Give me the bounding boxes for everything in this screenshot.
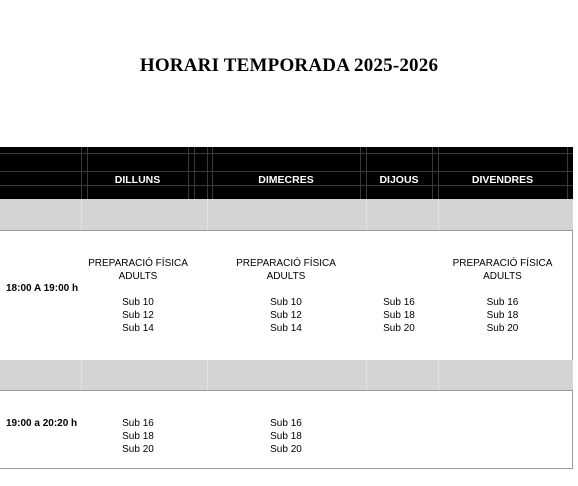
day-header-divendres: DIVENDRES xyxy=(471,174,534,186)
row-border xyxy=(572,390,573,468)
group-label: Sub 10 xyxy=(270,297,302,308)
time-slot-1: 18:00 A 19:00 h xyxy=(6,283,79,294)
row-border xyxy=(572,230,573,360)
day-header-dilluns: DILLUNS xyxy=(114,174,161,186)
group-label: Sub 16 xyxy=(383,297,415,308)
activity-label: PREPARACIÓ FÍSICA xyxy=(88,258,188,269)
group-label: Sub 10 xyxy=(122,297,154,308)
cell-dijous-1 xyxy=(366,296,432,335)
header-rule xyxy=(0,153,573,154)
group-label: Sub 20 xyxy=(383,323,415,334)
row-border xyxy=(0,390,573,391)
group-label: Sub 18 xyxy=(383,310,415,321)
group-label: Sub 16 xyxy=(122,418,154,429)
header-divider xyxy=(360,147,361,199)
cell-divendres-1 xyxy=(438,257,567,335)
time-slot-2: 19:00 a 20:20 h xyxy=(6,418,78,429)
page-title: HORARI TEMPORADA 2025-2026 xyxy=(139,55,439,76)
activity-label: PREPARACIÓ FÍSICA xyxy=(452,258,553,269)
group-label: Sub 16 xyxy=(270,418,302,429)
header-divider xyxy=(87,147,88,199)
cell-dimecres-1 xyxy=(212,257,360,335)
spacer-row xyxy=(0,199,573,230)
activity-label: PREPARACIÓ FÍSICA xyxy=(236,258,336,269)
group-label: Sub 16 xyxy=(486,297,519,308)
group-label: Sub 14 xyxy=(122,323,154,334)
header-divider xyxy=(438,147,439,199)
row-border xyxy=(0,230,573,231)
spacer-row xyxy=(0,360,573,390)
header-divider xyxy=(567,147,568,199)
activity-label: ADULTS xyxy=(118,271,158,282)
group-label: Sub 18 xyxy=(122,431,154,442)
group-label: Sub 12 xyxy=(122,310,154,321)
row-border xyxy=(0,468,573,469)
cell-dilluns-1 xyxy=(82,257,194,335)
group-label: Sub 18 xyxy=(270,431,302,442)
activity-label: ADULTS xyxy=(483,271,522,282)
cell-dilluns-2 xyxy=(82,417,194,456)
cell-dimecres-2 xyxy=(212,417,360,456)
group-label: Sub 20 xyxy=(486,323,519,334)
group-label: Sub 20 xyxy=(122,444,154,455)
header-divider xyxy=(194,147,195,199)
group-label: Sub 20 xyxy=(270,444,302,455)
header-divider xyxy=(81,147,82,199)
group-label: Sub 14 xyxy=(270,323,302,334)
activity-label: ADULTS xyxy=(266,271,306,282)
header-divider xyxy=(366,147,367,199)
day-header-dimecres: DIMECRES xyxy=(258,174,314,186)
header-divider xyxy=(432,147,433,199)
header-divider xyxy=(212,147,213,199)
group-label: Sub 12 xyxy=(270,310,302,321)
schedule-header xyxy=(0,147,573,199)
group-label: Sub 18 xyxy=(486,310,519,321)
header-divider xyxy=(207,147,208,199)
day-header-dijous: DIJOUS xyxy=(379,174,419,186)
header-rule xyxy=(0,171,573,172)
header-divider xyxy=(188,147,189,199)
